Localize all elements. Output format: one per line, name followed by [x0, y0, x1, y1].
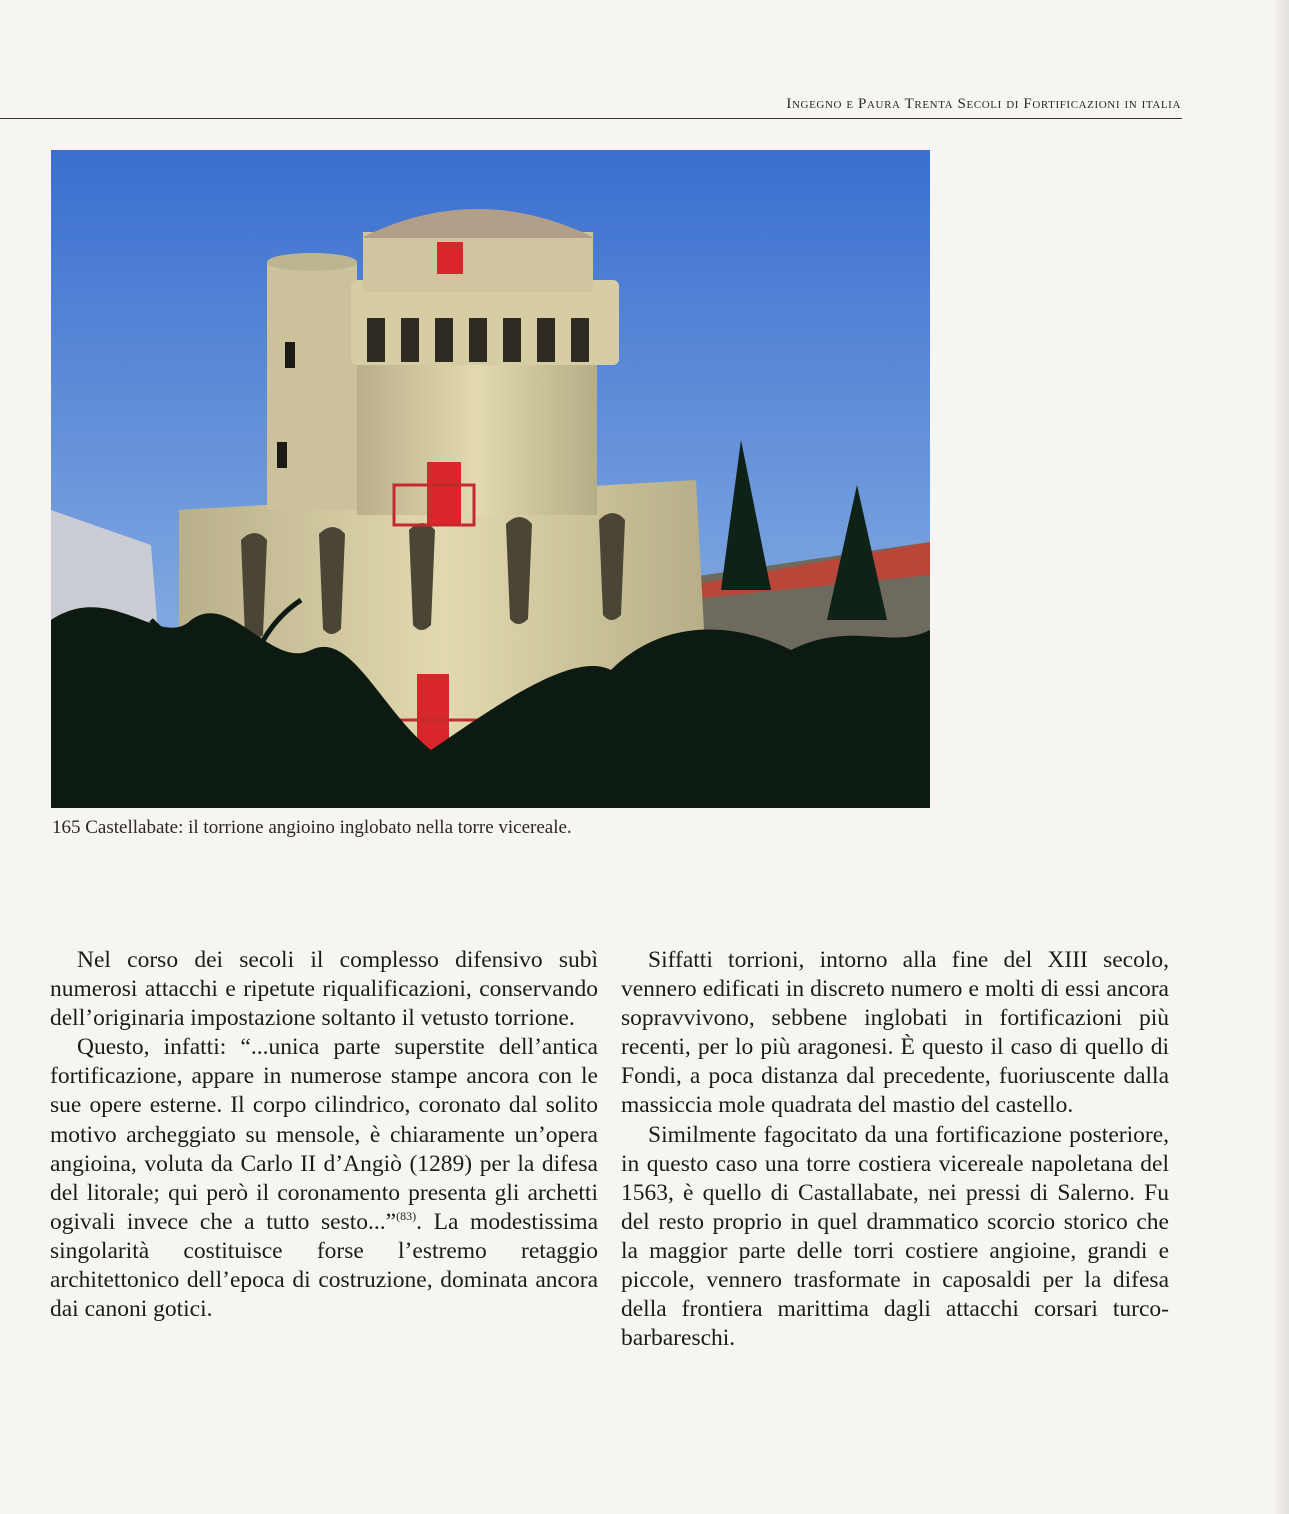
castellabate-tower-photo	[51, 150, 930, 808]
footnote-ref: (83)	[396, 1208, 417, 1223]
header-rule	[0, 118, 1182, 119]
page-edge	[1275, 0, 1289, 1514]
paragraph: Siffatti torrioni, intorno alla fine del XIII secolo, vennero edificati in discreto numero e molti di essi ancora sopravvivono, sebbene inglobati in fortificazioni più recenti, per lo più aragonesi. È questo il caso di quello di Fondi, a poca distanza dal precedente, fuoriuscente dalla massiccia mole quadrata del mastio del castello.	[621, 947, 1169, 1119]
figure-photo	[51, 150, 930, 808]
text-column-left	[50, 946, 598, 1324]
paragraph: Similmente fagocitato da una fortificazione posteriore, in questo caso una torre costiera vicereale napoletana del 1563, è quello di Castallabate, nei pressi di Salerno. Fu del resto proprio in quel drammatico scorcio storico che la maggior parte delle torri costiere angioine, grandi e piccole, vennero trasformate in caposaldi per la difesa della frontiera marittima dagli attacchi corsari turco-barbareschi.	[621, 1121, 1169, 1352]
paragraph: Nel corso dei secoli il complesso difensivo subì numerosi attacchi e ripetute riqualificazioni, conservando dell’originaria impostazione soltanto il vetusto torrione.	[50, 947, 598, 1032]
running-head: Ingegno e Paura Trenta Secoli di Fortificazioni in italia	[786, 96, 1181, 112]
paragraph-text: . La modestissima singolarità costituisce forse l’estremo retaggio architettonico dell’epoca di costruzione, dominata ancora dai canoni gotici.	[50, 1208, 598, 1323]
figure-caption: 165 Castellabate: il torrione angioino inglobato nella torre vicereale.	[52, 817, 572, 838]
paragraph	[50, 1033, 598, 1324]
paragraph-text: Questo, infatti: “...unica parte superstite dell’antica fortificazione, appare in numerose stampe ancora con le sue opere esterne. Il corpo cilindrico, coronato dal solito motivo archeggiato su mensole, è chiaramente un’opera angioina, voluta da Carlo II d’Angiò (1289) per la difesa del litorale; qui però il coronamento presenta gli archetti ogivali invece che a tutto sesto...”	[50, 1034, 598, 1235]
text-column-right	[621, 946, 1169, 1353]
